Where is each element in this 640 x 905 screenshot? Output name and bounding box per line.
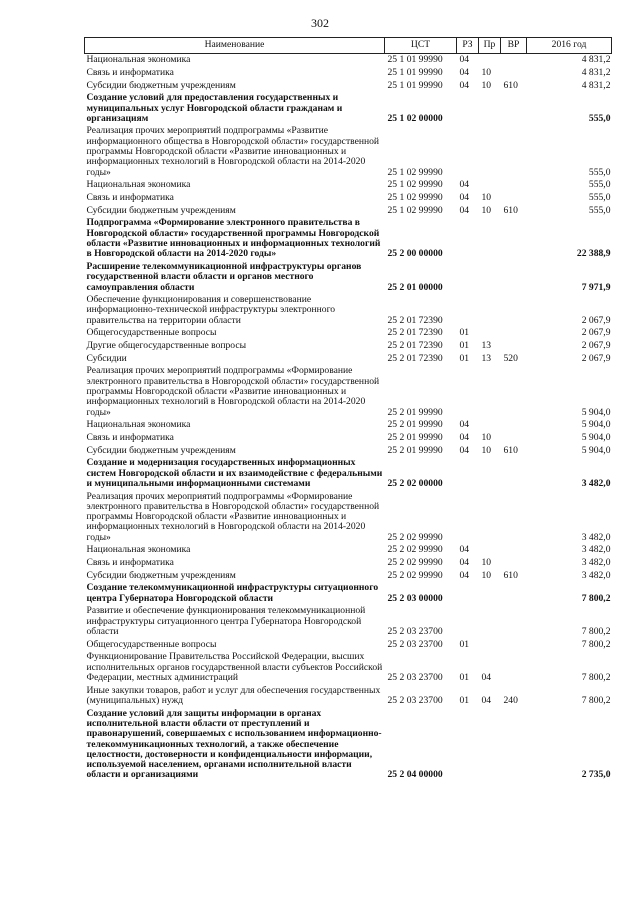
row-rz <box>457 92 479 125</box>
row-cst: 25 2 03 23700 <box>387 638 443 650</box>
row-vr <box>501 707 527 781</box>
row-rz <box>457 365 479 419</box>
row-pr: 10 <box>481 192 492 203</box>
row-vr: 610 <box>503 569 518 581</box>
row-vr: 610 <box>503 204 518 216</box>
row-vr <box>501 217 527 261</box>
row-vr <box>501 92 527 125</box>
row-name: Субсидии <box>86 352 127 364</box>
table-row <box>85 490 612 544</box>
table-row <box>85 419 612 432</box>
page-number: 302 <box>311 16 329 30</box>
row-pr <box>479 261 501 294</box>
row-rz: 01 <box>459 694 470 706</box>
row-value: 2 067,9 <box>581 340 611 352</box>
row-rz: 04 <box>459 444 470 456</box>
row-pr: 10 <box>481 204 492 216</box>
table-row <box>85 125 612 179</box>
row-value: 3 482,0 <box>581 531 611 543</box>
table-row <box>85 570 612 583</box>
row-rz <box>457 261 479 294</box>
row-cst: 25 1 02 99990 <box>387 192 443 203</box>
table-row <box>85 684 612 707</box>
table-row <box>85 639 612 652</box>
row-value: 3 482,0 <box>581 477 611 489</box>
row-vr <box>501 294 527 327</box>
table-body <box>85 54 612 782</box>
row-name: Создание условий для защиты информации в органах исполнительной власти области от преступлений и правонарушений, совершаемых с использованием информационно-телекоммуникационных технологий, а также обеспечение целостности, достоверности и конфиденциальности информации, используемой населением, органами исполнительной власти области и организациями <box>86 707 382 781</box>
row-rz: 01 <box>459 638 470 650</box>
row-vr <box>501 432 527 445</box>
row-value: 5 904,0 <box>581 419 611 431</box>
row-cst: 25 1 02 00000 <box>387 112 443 124</box>
table-row <box>85 353 612 366</box>
row-name: Национальная экономика <box>86 179 191 191</box>
row-name: Субсидии бюджетным учреждениям <box>86 79 236 91</box>
row-rz: 04 <box>459 544 470 556</box>
row-cst: 25 1 02 99990 <box>387 179 443 191</box>
row-rz <box>457 294 479 327</box>
row-pr: 10 <box>481 66 492 78</box>
table-row <box>85 294 612 327</box>
row-vr: 610 <box>503 444 518 456</box>
table-row <box>85 605 612 638</box>
row-value: 3 482,0 <box>581 569 611 581</box>
row-pr <box>479 707 501 781</box>
row-name: Общегосударственные вопросы <box>86 638 217 650</box>
row-name: Субсидии бюджетным учреждениям <box>86 444 236 456</box>
table-row <box>85 192 612 205</box>
row-rz <box>457 582 479 605</box>
row-value: 7 800,2 <box>581 694 611 706</box>
row-name: Функционирование Правительства Российской Федерации, высших исполнительных органов государственной власти субъектов Российской Федерации, местных администраций <box>86 651 383 683</box>
row-pr: 10 <box>481 431 492 443</box>
row-rz: 04 <box>459 66 470 78</box>
row-value: 2 067,9 <box>581 327 611 339</box>
row-value: 3 482,0 <box>581 544 611 556</box>
row-value: 7 800,2 <box>581 638 611 650</box>
row-cst: 25 2 01 99990 <box>387 406 443 418</box>
row-value: 2 067,9 <box>581 352 611 364</box>
row-name: Реализация прочих мероприятий подпрограммы «Развитие информационного общества в Новгородской области» государственной программы Новгородской области «Развитие инновационных и информационных технологий в Новгородской области на 2014-2020 годы» <box>86 125 380 178</box>
row-vr <box>501 639 527 652</box>
row-pr: 10 <box>481 79 492 91</box>
row-cst: 25 2 03 23700 <box>387 671 443 683</box>
row-pr <box>479 294 501 327</box>
row-rz: 04 <box>459 179 470 191</box>
column-header-vr: ВР <box>501 38 527 54</box>
row-pr: 10 <box>481 557 492 569</box>
budget-table <box>84 37 612 782</box>
row-value: 4 831,2 <box>581 54 611 66</box>
row-pr <box>479 365 501 419</box>
column-header-rz: РЗ <box>457 38 479 54</box>
row-cst: 25 2 02 00000 <box>387 477 443 489</box>
row-name: Связь и информатика <box>86 557 174 569</box>
table-row <box>85 557 612 570</box>
row-pr <box>479 605 501 638</box>
row-pr <box>479 327 501 340</box>
row-value: 22 388,9 <box>576 248 611 260</box>
table-row <box>85 92 612 125</box>
row-cst: 25 1 01 99990 <box>387 54 443 66</box>
row-vr <box>501 651 527 684</box>
row-cst: 25 1 02 99990 <box>387 166 443 178</box>
row-name: Обеспечение функционирования и совершенствование информационно-технической инфраструктуры электронного правительства на территории области <box>86 294 336 326</box>
row-value: 5 904,0 <box>581 444 611 456</box>
row-rz: 04 <box>459 54 470 66</box>
row-value: 5 904,0 <box>581 431 611 443</box>
row-name: Подпрограмма «Формирование электронного правительства в Новгородской области» государственной программы Новгородской области «Развитие инновационных и информационных технологий в Новгородской области на 2014-2020 годы» <box>86 217 381 260</box>
table-row <box>85 261 612 294</box>
row-cst: 25 2 01 99990 <box>387 444 443 456</box>
row-value: 4 831,2 <box>581 66 611 78</box>
row-value: 2 735,0 <box>581 769 611 781</box>
row-pr: 04 <box>481 671 492 683</box>
row-pr <box>479 217 501 261</box>
table-row <box>85 340 612 353</box>
table-row <box>85 204 612 217</box>
row-rz: 01 <box>459 352 470 364</box>
row-vr <box>501 54 527 67</box>
row-cst: 25 2 01 72390 <box>387 327 443 339</box>
row-pr <box>479 54 501 67</box>
row-pr: 13 <box>481 352 492 364</box>
row-name: Создание условий для предоставления государственных и муниципальных услуг Новгородской области гражданам и организациям <box>86 92 343 124</box>
row-pr <box>479 490 501 544</box>
row-cst: 25 1 01 99990 <box>387 66 443 78</box>
row-pr: 10 <box>481 444 492 456</box>
row-vr <box>501 582 527 605</box>
table-row <box>85 365 612 419</box>
row-pr <box>479 639 501 652</box>
row-cst: 25 2 04 00000 <box>387 769 443 781</box>
row-rz <box>457 217 479 261</box>
row-name: Другие общегосударственные вопросы <box>86 340 247 352</box>
row-vr <box>501 365 527 419</box>
row-vr <box>501 192 527 205</box>
table-row <box>85 444 612 457</box>
row-name: Связь и информатика <box>86 66 174 78</box>
row-value: 3 482,0 <box>581 557 611 569</box>
row-vr <box>501 179 527 192</box>
row-name: Связь и информатика <box>86 431 174 443</box>
row-name: Национальная экономика <box>86 54 191 66</box>
row-name: Расширение телекоммуникационной инфраструктуры органов государственной власти области и органов местного самоуправления области <box>86 260 362 293</box>
row-rz: 04 <box>459 192 470 203</box>
row-cst: 25 2 01 72390 <box>387 340 443 352</box>
row-name: Реализация прочих мероприятий подпрограммы «Формирование электронного правительства в Новгородской области» государственной программы Новгородской области «Развитие инновационных и информационных технологий в Новгородской области на 2014-2020 годы» <box>86 490 380 543</box>
table-row <box>85 457 612 490</box>
row-vr <box>501 261 527 294</box>
row-cst: 25 2 02 99990 <box>387 569 443 581</box>
row-pr <box>479 125 501 179</box>
table-row <box>85 54 612 67</box>
row-cst: 25 1 01 99990 <box>387 79 443 91</box>
row-cst: 25 2 01 99990 <box>387 419 443 431</box>
table-row <box>85 67 612 80</box>
row-cst: 25 1 02 99990 <box>387 204 443 216</box>
row-name: Национальная экономика <box>86 544 191 556</box>
column-header-year: 2016 год <box>527 38 612 54</box>
row-value: 555,0 <box>588 112 611 124</box>
row-cst: 25 2 01 72390 <box>387 314 443 326</box>
column-header-name: Наименование <box>85 38 385 54</box>
row-cst: 25 2 01 99990 <box>387 431 443 443</box>
row-vr <box>501 340 527 353</box>
row-rz <box>457 457 479 490</box>
row-rz <box>457 605 479 638</box>
row-pr <box>479 544 501 557</box>
row-vr <box>501 67 527 80</box>
table-row <box>85 432 612 445</box>
row-rz <box>457 490 479 544</box>
row-name: Создание телекоммуникационной инфраструктуры ситуационного центра Губернатора Новгородской области <box>86 582 379 604</box>
row-vr <box>501 605 527 638</box>
row-rz: 04 <box>459 431 470 443</box>
row-name: Связь и информатика <box>86 192 174 203</box>
row-value: 5 904,0 <box>581 406 611 418</box>
row-pr <box>479 92 501 125</box>
row-value: 7 971,9 <box>581 281 611 293</box>
table-row <box>85 327 612 340</box>
row-name: Создание и модернизация государственных информационных систем Новгородской области и их взаимодействие с федеральными и муниципальными информационными системами <box>86 457 383 489</box>
row-vr <box>501 125 527 179</box>
row-value: 2 067,9 <box>581 314 611 326</box>
row-cst: 25 2 03 23700 <box>387 626 443 638</box>
row-vr <box>501 419 527 432</box>
row-cst: 25 2 02 99990 <box>387 544 443 556</box>
row-pr: 10 <box>481 569 492 581</box>
row-value: 7 800,2 <box>581 626 611 638</box>
row-pr: 13 <box>481 340 492 352</box>
row-pr <box>479 582 501 605</box>
row-cst: 25 2 00 00000 <box>387 248 443 260</box>
row-vr: 610 <box>503 79 518 91</box>
table-row <box>85 707 612 781</box>
row-cst: 25 2 02 99990 <box>387 531 443 543</box>
row-pr <box>479 457 501 490</box>
row-value: 4 831,2 <box>581 79 611 91</box>
row-name: Иные закупки товаров, работ и услуг для обеспечения государственных (муниципальных) нужд <box>86 684 381 706</box>
row-vr <box>501 327 527 340</box>
row-value: 555,0 <box>588 179 611 191</box>
row-vr <box>501 490 527 544</box>
row-name: Национальная экономика <box>86 419 191 431</box>
row-name: Субсидии бюджетным учреждениям <box>86 204 236 216</box>
row-name: Общегосударственные вопросы <box>86 327 217 339</box>
row-vr: 240 <box>503 694 518 706</box>
row-rz: 04 <box>459 557 470 569</box>
row-pr <box>479 419 501 432</box>
table-row <box>85 651 612 684</box>
row-rz: 04 <box>459 79 470 91</box>
row-cst: 25 2 01 72390 <box>387 352 443 364</box>
row-vr <box>501 457 527 490</box>
row-vr: 520 <box>503 352 518 364</box>
table-row <box>85 179 612 192</box>
row-value: 555,0 <box>588 204 611 216</box>
row-name: Реализация прочих мероприятий подпрограммы «Формирование электронного правительства в Новгородской области» государственной программы Новгородской области «Развитие инновационных и информационных технологий в Новгородской области на 2014-2020 годы» <box>86 365 380 418</box>
table-row <box>85 79 612 92</box>
row-vr <box>501 557 527 570</box>
column-header-pr: Пр <box>479 38 501 54</box>
row-rz: 04 <box>459 419 470 431</box>
row-rz: 04 <box>459 204 470 216</box>
row-rz: 01 <box>459 327 470 339</box>
row-name: Развитие и обеспечение функционирования телекоммуникационной инфраструктуры ситуационного центра Губернатора Новгородской области <box>86 605 366 638</box>
row-value: 7 800,2 <box>581 671 611 683</box>
row-rz: 04 <box>459 569 470 581</box>
row-vr <box>501 544 527 557</box>
row-value: 555,0 <box>588 192 611 203</box>
row-name: Субсидии бюджетным учреждениям <box>86 569 236 581</box>
table-row <box>85 544 612 557</box>
row-pr: 04 <box>481 694 492 706</box>
row-cst: 25 2 03 00000 <box>387 592 443 604</box>
row-rz: 01 <box>459 340 470 352</box>
row-value: 7 800,2 <box>581 592 611 604</box>
row-rz: 01 <box>459 671 470 683</box>
row-cst: 25 2 01 00000 <box>387 281 443 293</box>
row-pr <box>479 179 501 192</box>
table-row <box>85 582 612 605</box>
row-value: 555,0 <box>588 166 611 178</box>
row-cst: 25 2 02 99990 <box>387 557 443 569</box>
row-rz <box>457 707 479 781</box>
table-row <box>85 217 612 261</box>
table-header-row <box>85 38 612 54</box>
row-rz <box>457 125 479 179</box>
column-header-cst: ЦСТ <box>385 38 457 54</box>
row-cst: 25 2 03 23700 <box>387 694 443 706</box>
